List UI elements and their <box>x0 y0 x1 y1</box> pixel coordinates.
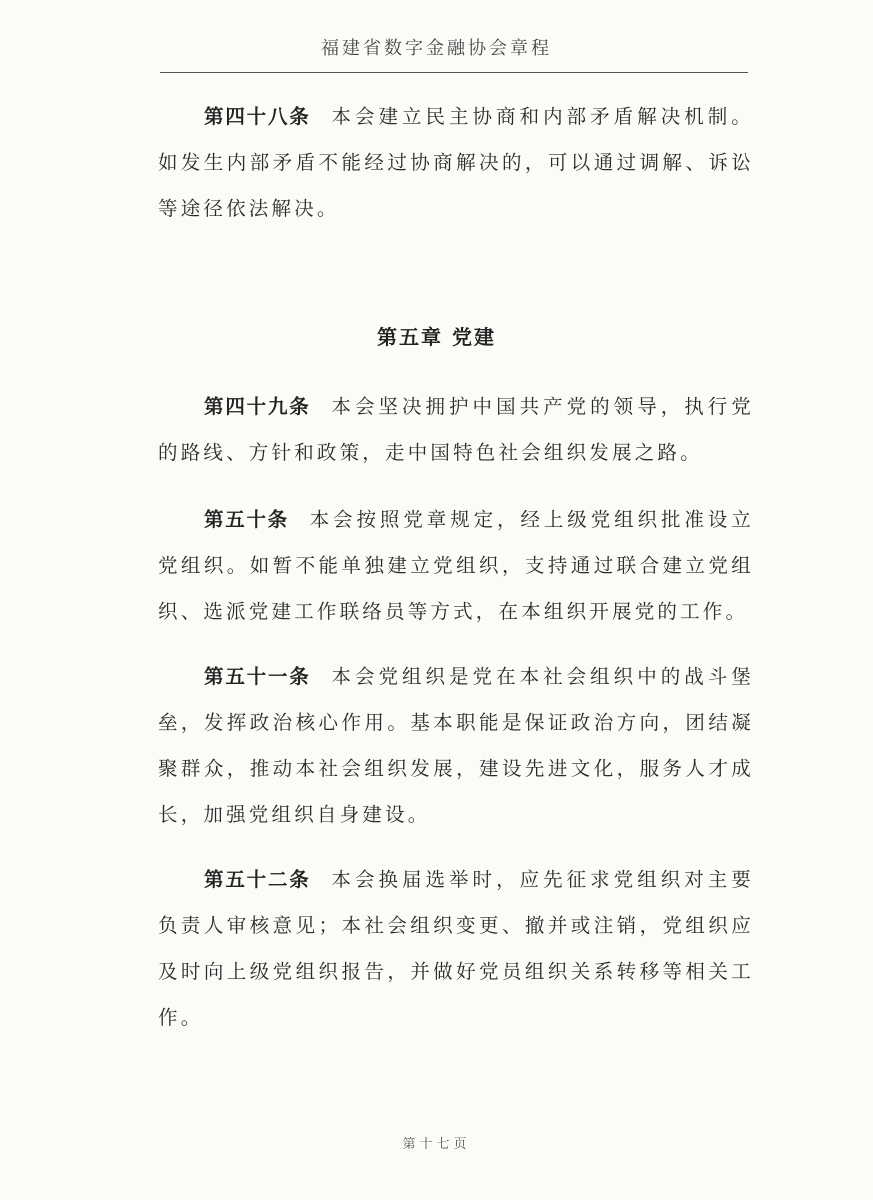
article-51 <box>158 654 754 838</box>
article-51-number: 第五十一条 <box>204 665 311 688</box>
page-number: 第十七页 <box>402 1137 471 1152</box>
article-50-number: 第五十条 <box>204 508 289 531</box>
article-52 <box>158 857 754 1041</box>
article-48 <box>158 94 754 232</box>
article-49 <box>158 384 754 476</box>
chapter-title: 第五章 党建 <box>377 325 496 349</box>
document-header-title: 福建省数字金融协会章程 <box>321 38 552 59</box>
article-48-number: 第四十八条 <box>204 105 311 128</box>
article-52-text: 本会换届选举时，应先征求党组织对主要负责人审核意见；本社会组织变更、撤并或注销，党组织应及时向上级党组织报告，并做好党员组织关系转移等相关工作。 <box>158 868 754 1029</box>
article-49-number: 第四十九条 <box>204 395 311 418</box>
article-51-text: 本会党组织是党在本社会组织中的战斗堡垒，发挥政治核心作用。基本职能是保证政治方向，团结凝聚群众，推动本社会组织发展，建设先进文化，服务人才成长，加强党组织自身建设。 <box>158 665 754 826</box>
article-48-text: 本会建立民主协商和内部矛盾解决机制。如发生内部矛盾不能经过协商解决的，可以通过调解、诉讼等途径依法解决。 <box>158 105 754 220</box>
article-49-text: 本会坚决拥护中国共产党的领导，执行党的路线、方针和政策，走中国特色社会组织发展之路。 <box>158 395 754 464</box>
header-divider <box>160 72 748 73</box>
article-50-text: 本会按照党章规定，经上级党组织批准设立党组织。如暂不能单独建立党组织，支持通过联合建立党组织、选派党建工作联络员等方式，在本组织开展党的工作。 <box>158 508 754 623</box>
article-50 <box>158 497 754 635</box>
article-52-number: 第五十二条 <box>204 868 311 891</box>
